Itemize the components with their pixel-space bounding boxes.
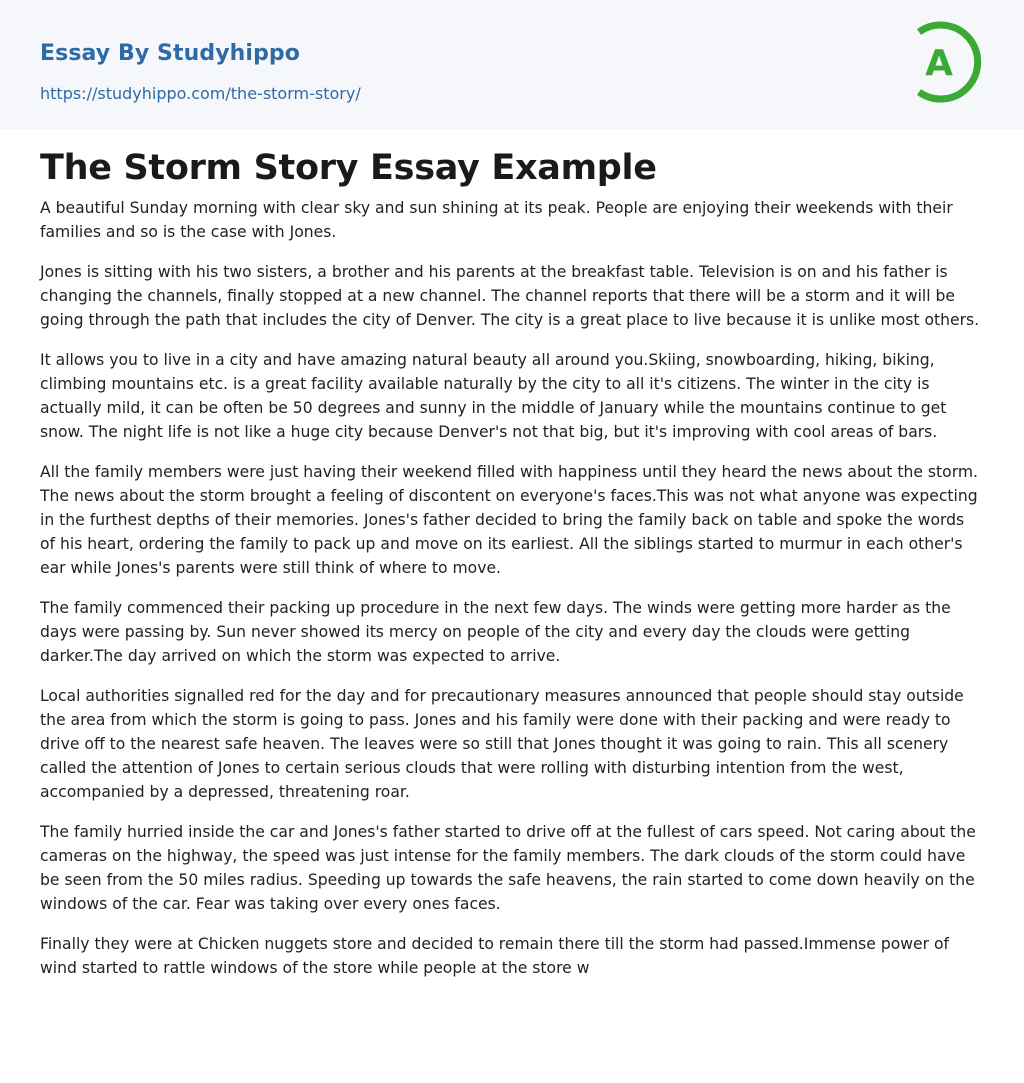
article-body xyxy=(40,146,984,996)
paragraph: All the family members were just having their weekend filled with happiness until they heard the news about the storm. The news about the storm brought a feeling of discontent on everyone's faces.This was not what anyone was expecting in the furthest depths of their memories. Jones's father decided to bring the family back on table and spoke the words of his heart, ordering the family to pack up and move on its earliest. All the siblings started to murmur in each other's ear while Jones's parents were still think of where to move. xyxy=(40,463,978,577)
paragraph: Finally they were at Chicken nuggets store and decided to remain there till the storm had passed.Immense power of wind started to rattle windows of the store while people at the store w xyxy=(40,935,950,977)
paragraph: The family commenced their packing up procedure in the next few days. The winds were getting more harder as the days were passing by. Sun never showed its mercy on people of the city and every day the clouds were getting darker.The day arrived on which the storm was expected to arrive. xyxy=(40,599,951,665)
paragraph: A beautiful Sunday morning with clear sky and sun shining at its peak. People are enjoying their weekends with their families and so is the case with Jones. xyxy=(40,199,953,241)
paragraph: Jones is sitting with his two sisters, a brother and his parents at the breakfast table. Television is on and his father is changing the channels, finally stopped at a new channel. The channel reports that there will be a storm and it will be going through the path that includes the city of Denver. The city is a great place to live because it is unlike most others. xyxy=(40,263,980,329)
logo-letter: A xyxy=(925,43,953,84)
source-url-link[interactable]: https://studyhippo.com/the-storm-story/ xyxy=(40,84,361,103)
site-header xyxy=(0,0,1024,129)
page-title: The Storm Story Essay Example xyxy=(40,148,657,188)
paragraph: It allows you to live in a city and have amazing natural beauty all around you.Skiing, snowboarding, hiking, biking, climbing mountains etc. is a great facility available naturally by the city to all it's citizens. The winter in the city is actually mild, it can be often be 50 degrees and sunny in the middle of January while the mountains continue to get snow. The night life is not like a huge city because Denver's not that big, but it's improving with cool areas of bars. xyxy=(40,351,947,441)
paragraph: The family hurried inside the car and Jones's father started to drive off at the fullest of cars speed. Not caring about the cameras on the highway, the speed was just intense for the family members. The dark clouds of the storm could have be seen from the 50 miles radius. Speeding up towards the safe heavens, the rain started to come down heavily on the windows of the car. Fear was taking over every ones faces. xyxy=(40,823,976,913)
site-brand[interactable]: Essay By Studyhippo xyxy=(40,41,300,66)
studyhippo-logo-icon[interactable] xyxy=(911,18,987,106)
paragraph: Local authorities signalled red for the day and for precautionary measures announced that people should stay outside the area from which the storm is going to pass. Jones and his family were done with their packing and were ready to drive off to the nearest safe heaven. The leaves were so still that Jones thought it was going to rain. This all scenery called the attention of Jones to certain serious clouds that were rolling with disturbing intention from the west, accompanied by a depressed, threatening roar. xyxy=(40,687,964,801)
